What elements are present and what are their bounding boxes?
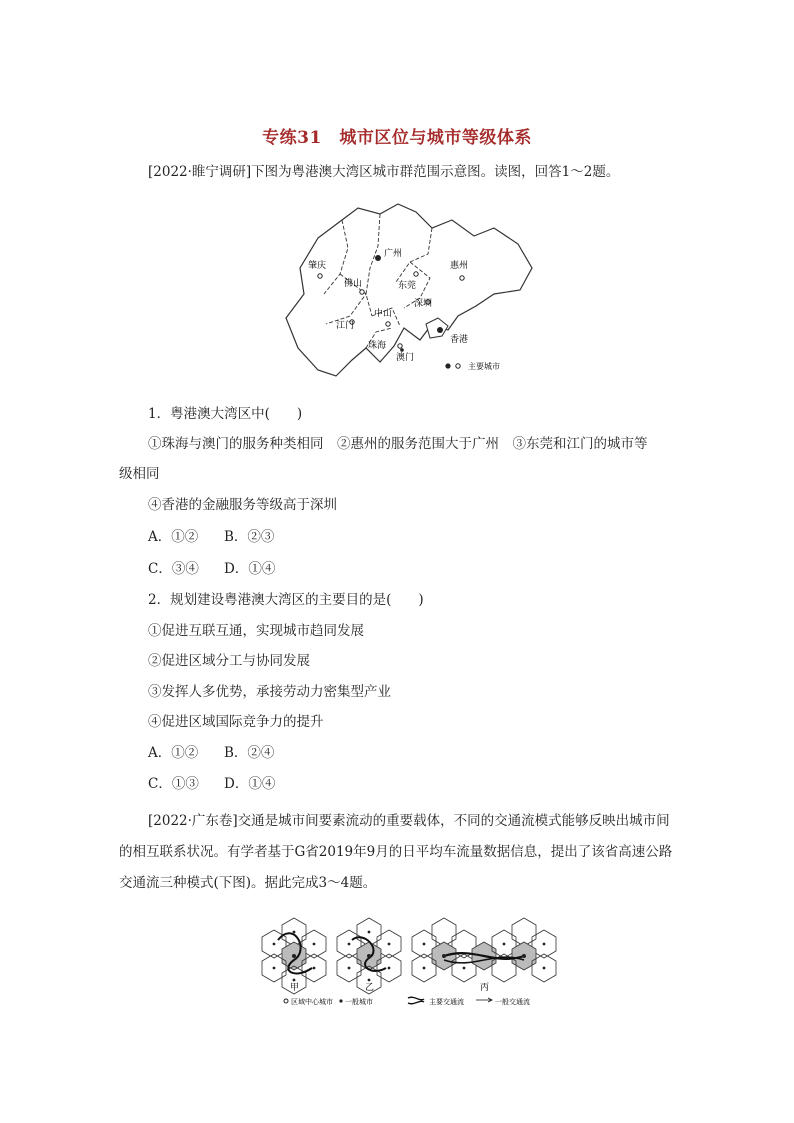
city-marker-hongkong — [437, 327, 443, 333]
q1-stem: 1．粤港澳大湾区中( ) — [148, 406, 303, 422]
city-marker-huizhou — [460, 276, 464, 280]
map-label-shenzhen: 深圳 — [414, 299, 433, 309]
legend-general-city-marker — [339, 999, 342, 1002]
legend-major-flow-icon — [408, 997, 424, 1004]
legend-center-city-label: 区域中心城市 — [291, 998, 333, 1006]
legend-general-city-label: 一般城市 — [345, 998, 373, 1006]
legend-minor-flow-label: 一般交通流 — [495, 998, 530, 1006]
greater-bay-area-map — [280, 198, 540, 383]
q2-option-d[interactable]: D．①④ — [224, 776, 276, 792]
city-marker-foshan — [360, 290, 364, 294]
q2-statement-4: ④促进区域国际竞争力的提升 — [148, 714, 324, 730]
legend-marker-hollow — [456, 364, 460, 368]
map-label-macau: 澳门 — [396, 353, 415, 363]
map-label-foshan: 佛山 — [344, 279, 363, 289]
map-legend-label: 主要城市 — [468, 362, 500, 371]
intro-paragraph-1: [2022·睢宁调研]下图为粤港澳大湾区城市群范围示意图。读图，回答1～2题。 — [148, 164, 620, 180]
q2-statement-2: ②促进区域分工与协同发展 — [148, 653, 310, 669]
map-label-jiangmen: 江门 — [336, 321, 355, 331]
q1-option-a[interactable]: A．①② — [148, 529, 199, 545]
intro-paragraph-2: [2022·广东卷]交通是城市间要素流动的重要载体，不同的交通流模式能够反映出城市间的相互联系状况。有学者基于G省2019年9月的日平均车流量数据信息，提出了该省高速公路交通流三种模式(下图)。据此完成3～4题。 — [119, 813, 673, 891]
q2-statement-1: ①促进互联互通，实现城市趋同发展 — [148, 623, 364, 639]
legend-center-city-marker — [284, 999, 288, 1003]
q2-statement-3: ③发挥人多优势，承接劳动力密集型产业 — [148, 684, 391, 700]
city-marker-zhuhai — [398, 344, 402, 348]
pattern-label-bing: 丙 — [480, 983, 490, 993]
map-label-zhuhai: 珠海 — [368, 341, 387, 351]
q1-option-c[interactable]: C．③④ — [148, 561, 199, 577]
q2-option-c[interactable]: C．①③ — [148, 776, 199, 792]
q2-stem: 2．规划建设粤港澳大湾区的主要目的是( ) — [148, 592, 424, 608]
map-label-huizhou: 惠州 — [450, 261, 469, 271]
q1-options-row-1 — [148, 527, 300, 547]
pattern-label-yi: 乙 — [365, 983, 375, 993]
q2-option-b[interactable]: B．②④ — [224, 745, 275, 761]
city-marker-macau — [400, 348, 404, 352]
q2-option-a[interactable]: A．①② — [148, 745, 199, 761]
page-title: 专练31 城市区位与城市等级体系 — [262, 128, 532, 148]
q2-options-row-2 — [148, 774, 300, 794]
city-marker-zhongshan — [386, 322, 390, 326]
map-label-zhaoqing: 肇庆 — [308, 261, 327, 271]
legend-marker-filled — [445, 363, 450, 368]
q1-statement-1-cont: 级相同 — [119, 466, 160, 482]
legend-minor-flow-icon — [476, 998, 492, 1002]
q2-options-row-1 — [148, 743, 300, 763]
map-label-dongguan: 东莞 — [398, 281, 417, 291]
map-label-hongkong: 香港 — [450, 335, 469, 345]
pattern-bing-hex-cluster — [412, 918, 556, 982]
q1-option-d[interactable]: D．①④ — [224, 561, 276, 577]
city-marker-guangzhou — [375, 255, 381, 261]
traffic-flow-figure — [254, 910, 564, 1010]
q1-statement-2: ④香港的金融服务等级高于深圳 — [148, 497, 337, 513]
map-label-guangzhou: 广州 — [384, 249, 403, 259]
q1-statement-1: ①珠海与澳门的服务种类相同 ②惠州的服务范围大于广州 ③东莞和江门的城市等 — [148, 436, 648, 452]
pattern-label-jia: 甲 — [290, 983, 300, 993]
city-marker-dongguan — [414, 272, 418, 276]
city-marker-zhaoqing — [318, 274, 322, 278]
q1-options-row-2 — [148, 559, 300, 579]
map-label-zhongshan: 中山 — [374, 309, 393, 319]
legend-major-flow-label: 主要交通流 — [429, 998, 464, 1006]
q1-option-b[interactable]: B．②③ — [224, 529, 275, 545]
